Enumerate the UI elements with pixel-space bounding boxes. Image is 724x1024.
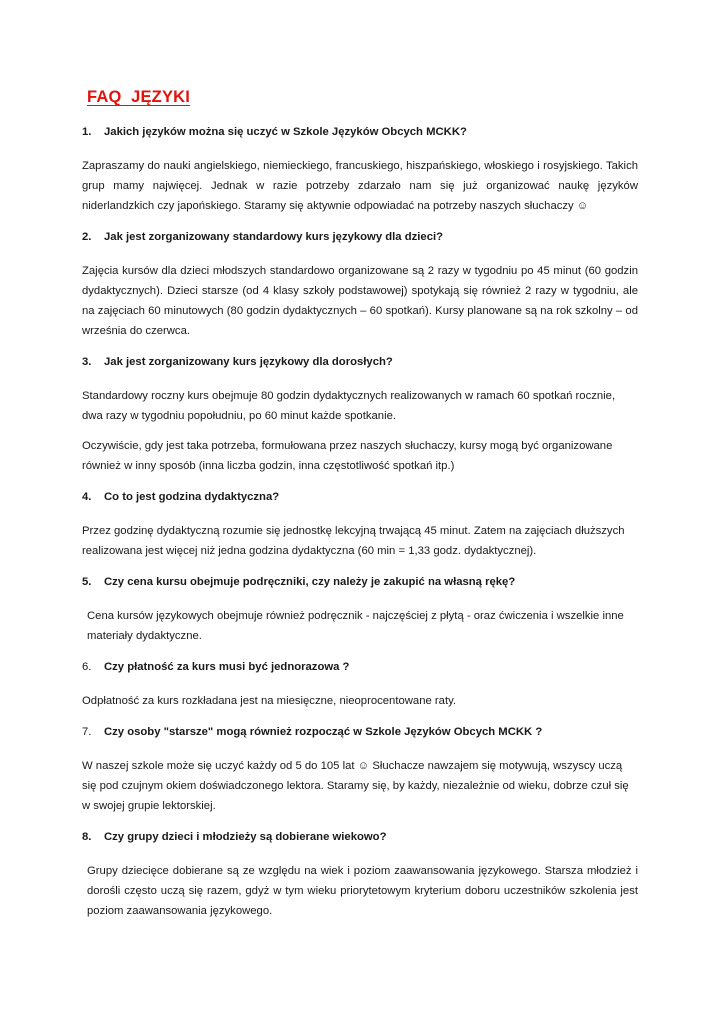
question-number: 7. bbox=[82, 726, 92, 738]
faq-answer: Przez godzinę dydaktyczną rozumie się jednostkę lekcyjną trwającą 45 minut. Zatem na zajęciach dłuższych realizowana jest więcej niż jedna godzina dydaktyczna (60 min = 1,33 godz. dydaktycznej). bbox=[82, 525, 625, 557]
question-text: Czy grupy dzieci i młodzieży są dobierane wiekowo? bbox=[104, 831, 387, 843]
question-number: 2. bbox=[82, 231, 92, 243]
question-number: 5. bbox=[82, 576, 92, 588]
question-number: 3. bbox=[82, 356, 92, 368]
question-text: Czy płatność za kurs musi być jednorazowa ? bbox=[104, 661, 350, 673]
question-text: Co to jest godzina dydaktyczna? bbox=[104, 491, 280, 503]
question-text: Czy osoby "starsze" mogą również rozpocząć w Szkole Języków Obcych MCKK ? bbox=[104, 726, 543, 738]
faq-item-3 bbox=[82, 353, 638, 476]
question-text: Jak jest zorganizowany standardowy kurs językowy dla dzieci? bbox=[104, 231, 444, 243]
question-number: 1. bbox=[82, 126, 92, 138]
faq-answer: Zapraszamy do nauki angielskiego, niemieckiego, francuskiego, hiszpańskiego, włoskiego i rosyjskiego. Takich grup mamy najwięcej. Jednak w razie potrzeby zdarzało nam się już organizować naukę języków niderlandzkich czy japońskiego. Staramy się aktywnie odpowiadać na potrzeby naszych słuchaczy ☺ bbox=[82, 160, 638, 212]
question-number: 4. bbox=[82, 491, 92, 503]
faq-list bbox=[82, 123, 638, 921]
question-number: 6. bbox=[82, 661, 92, 673]
faq-answer: Standardowy roczny kurs obejmuje 80 godzin dydaktycznych realizowanych w ramach 60 spotkań rocznie, dwa razy w tygodniu popołudniu, po 60 minut każde spotkanie. bbox=[82, 390, 616, 422]
page-title: FAQ JĘZYKI bbox=[87, 88, 191, 106]
faq-question bbox=[82, 723, 638, 741]
faq-item-1 bbox=[82, 123, 638, 216]
faq-question bbox=[82, 573, 638, 591]
faq-item-5 bbox=[82, 573, 638, 646]
faq-answer: Oczywiście, gdy jest taka potrzeba, formułowana przez naszych słuchaczy, kursy mogą być organizowane również w inny sposób (inna liczba godzin, inna częstotliwość spotkań itp.) bbox=[82, 440, 613, 472]
faq-answer: Cena kursów językowych obejmuje również podręcznik - najczęściej z płytą - oraz ćwiczenia i wszelkie inne materiały dydaktyczne. bbox=[87, 610, 624, 642]
faq-answer: Odpłatność za kurs rozkładana jest na miesięczne, nieoprocentowane raty. bbox=[82, 695, 457, 707]
faq-item-2 bbox=[82, 228, 638, 341]
faq-question bbox=[82, 488, 638, 506]
faq-question bbox=[82, 123, 638, 141]
faq-item-7 bbox=[82, 723, 638, 816]
faq-question bbox=[82, 658, 638, 676]
faq-answer: Zajęcia kursów dla dzieci młodszych standardowo organizowane są 2 razy w tygodniu po 45 minut (60 godzin dydaktycznych). Dzieci starsze (od 4 klasy szkoły podstawowej) spotykają się również 2 razy w tygodniu, ale na zajęciach 60 minutowych (80 godzin dydaktycznych – 60 spotkań). Kursy planowane są na rok szkolny – od września do czerwca. bbox=[82, 265, 638, 337]
question-text: Jakich języków można się uczyć w Szkole Języków Obcych MCKK? bbox=[104, 126, 467, 138]
faq-item-8 bbox=[82, 828, 638, 921]
question-text: Czy cena kursu obejmuje podręczniki, czy należy je zakupić na własną rękę? bbox=[104, 576, 516, 588]
question-number: 8. bbox=[82, 831, 92, 843]
question-text: Jak jest zorganizowany kurs językowy dla dorosłych? bbox=[104, 356, 393, 368]
faq-question bbox=[82, 228, 638, 246]
faq-item-6 bbox=[82, 658, 638, 711]
faq-item-4 bbox=[82, 488, 638, 561]
faq-answer: W naszej szkole może się uczyć każdy od 5 do 105 lat ☺ Słuchacze nawzajem się motywują, wszyscy uczą się pod czujnym okiem doświadczonego lektora. Staramy się, by każdy, niezależnie od wieku, dobrze czuł się w swojej grupie lektorskiej. bbox=[82, 760, 629, 812]
faq-question bbox=[82, 353, 638, 371]
faq-question bbox=[82, 828, 638, 846]
faq-answer: Grupy dziecięce dobierane są ze względu na wiek i poziom zaawansowania językowego. Starsza młodzież i dorośli często uczą się razem, gdyż w tym wieku priorytetowym kryterium doboru uczestników szkolenia jest poziom zaawansowania językowego. bbox=[87, 865, 638, 917]
